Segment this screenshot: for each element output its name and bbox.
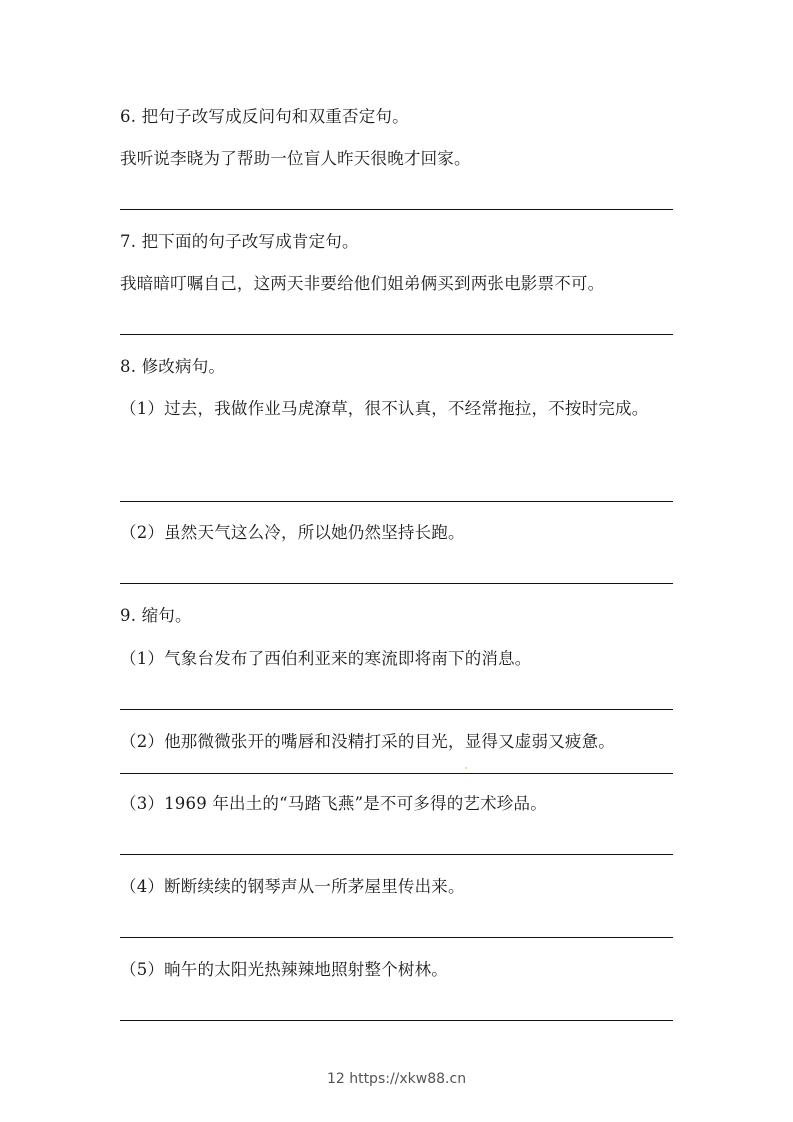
question-6-sentence: 我听说李晓为了帮助一位盲人昨天很晚才回家。 [120,149,471,168]
answer-line-q6[interactable] [120,209,673,210]
question-8-item-2: （2）虽然天气这么冷，所以她仍然坚持长跑。 [120,523,465,542]
scan-artifact [465,767,467,769]
question-9-prompt: 9. 缩句。 [120,606,192,625]
answer-line-q9-3[interactable] [120,854,673,855]
answer-line-q9-5[interactable] [120,1020,673,1021]
answer-line-q9-1[interactable] [120,709,673,710]
question-7-prompt: 7. 把下面的句子改写成肯定句。 [120,232,359,251]
answer-line-q9-4[interactable] [120,937,673,938]
question-9-item-2: （2）他那微微张开的嘴唇和没精打采的目光，显得又虚弱又疲惫。 [120,732,615,751]
answer-line-q7[interactable] [120,334,673,335]
question-9-item-4: （4）断断续续的钢琴声从一所茅屋里传出来。 [120,877,465,896]
question-7-sentence: 我暗暗叮嘱自己，这两天非要给他们姐弟俩买到两张电影票不可。 [120,274,605,293]
question-8-prompt: 8. 修改病句。 [120,357,226,376]
question-9-item-5: （5）晌午的太阳光热辣辣地照射整个树林。 [120,960,448,979]
question-6-prompt: 6. 把句子改写成反问句和双重否定句。 [120,107,409,126]
answer-line-q8-1[interactable] [120,501,673,502]
answer-line-q9-2[interactable] [120,773,673,774]
page-footer: 12 https://xkw88.cn [326,1071,467,1087]
question-9-item-1: （1）气象台发布了西伯利亚来的寒流即将南下的消息。 [120,649,532,668]
question-9-item-3: （3）1969 年出土的“马踏飞燕”是不可多得的艺术珍品。 [120,794,547,813]
answer-line-q8-2[interactable] [120,583,673,584]
question-8-item-1: （1）过去，我做作业马虎潦草，很不认真，不经常拖拉，不按时完成。 [120,399,649,418]
